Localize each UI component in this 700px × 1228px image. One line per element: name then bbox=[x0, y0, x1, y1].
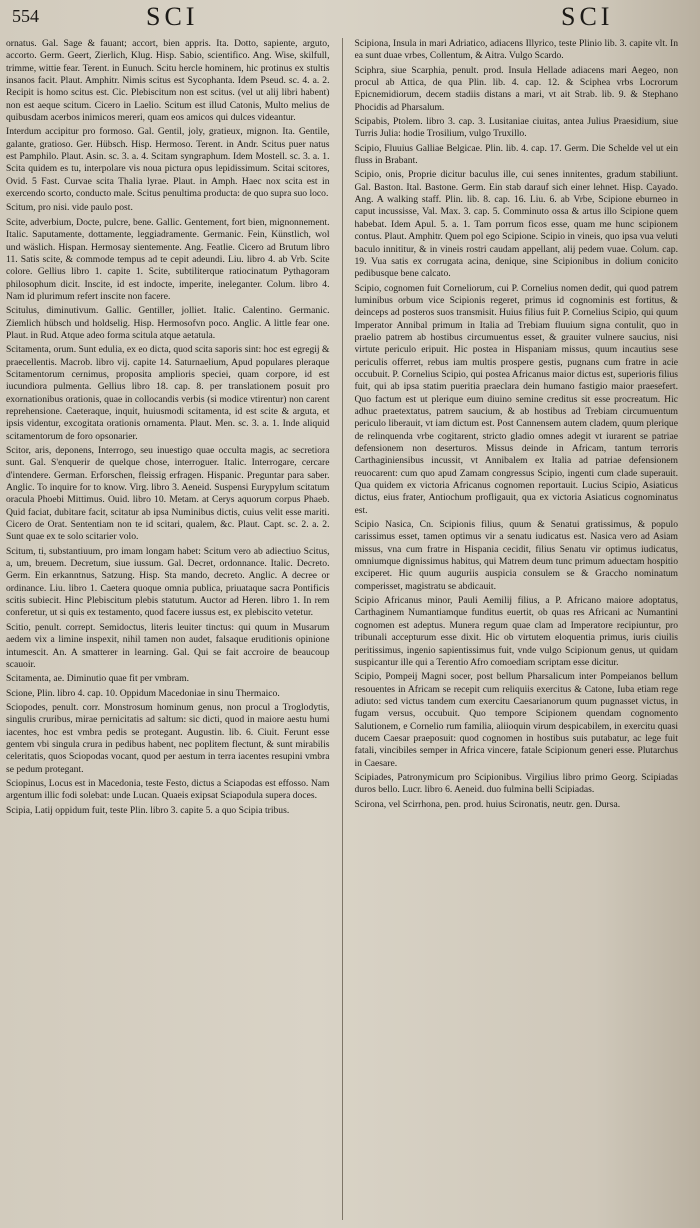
column-divider bbox=[342, 38, 343, 1220]
entry-scitor: Scitor, aris, deponens, Interrogo, seu inuestigo quae occulta magis, ac secretiora sunt. Gal. S'enquerir de quelque chose, interroguer. Italic. Interrogare, cercare d'intendere. German. Erforschen, fleissig erfragen. Hispanic. Preguntar para saber. Anglic. To inquire for to know. Virg. libro 3. Aeneid. Suspensi Eurypylum scitatum oracula Phoebi Mittimus. Ouid. libro 10. Metam. at Cerys aquorum corpus Phaeb. Quid faciat, dubitare facit, scitatur ab ipsa Numinibus dictis, cuius velit esse mariti. Cicero de Orat. Sententiam non te id scitari, qualem, &c. Plaut. Capt. sc. 2. a. 2. Sunt quae ex te solo scitarier volo. bbox=[6, 445, 330, 543]
entry-sciopinus: Sciopinus, Locus est in Macedonia, teste Festo, dictus a Sciapodas est effosso. Nam argentum illic fodi solebat: unde Lucan. Quaeis exipsat Sciapodula supera doces. bbox=[6, 777, 330, 802]
entry-scione: Scione, Plin. libro 4. cap. 10. Oppidum Macedoniae in sinu Thermaico. bbox=[6, 687, 280, 699]
entry-scipio-nasica: Scipio Nasica, Cn. Scipionis filius, quum & Senatui gratissimus, & populo carissimus esset, tamen optimus vir a senatu iudicatus est. Nasica vero ad Asiam missus, vna cum fratre in Hispania cecidit, filius Senatu vir optimus iudicatus, omniumque dignissimus habitus, qui Matrem deum tunc primum aduectam hospitio exciperet. Hic quum auguriis auspicia consulem se & Graccho nominatum comperisset, magistratu se abdicauit. bbox=[354, 519, 678, 592]
running-headword-right: SCI bbox=[561, 2, 614, 31]
left-column bbox=[6, 38, 330, 1220]
right-column bbox=[355, 38, 679, 1220]
page-number: 554 bbox=[12, 6, 39, 26]
entry-sciphra: Sciphra, siue Scarphia, penult. prod. Insula Hellade adiacens mari Aegeo, non procul ab Attica, de qua Plin. lib. 4. cap. 12. & Sciphea vrbs Locrorum Epicnemidiorum, decem stadiis distans a mari, vt ait Strab. lib. 9. & Stephano Phocidis ad Pharsalum. bbox=[354, 64, 678, 113]
entry-scipio-fluuius: Scipio, Fluuius Galliae Belgicae. Plin. lib. 4. cap. 17. Germ. Die Schelde vel ut ein fluss in Brabant. bbox=[354, 142, 678, 167]
entry-scipiades: Scipiades, Patronymicum pro Scipionibus. Virgilius libro primo Georg. Scipiadas duros bello. Lucr. libro 6. Aeneid. duo fulmina belli Scipiadas. bbox=[354, 771, 678, 796]
entry-scipia: Scipia, Latij oppidum fuit, teste Plin. libro 3. capite 5. a quo Scipia tribus. bbox=[6, 804, 290, 816]
two-column-text bbox=[6, 38, 678, 1220]
entry-scipio-baculus: Scipio, onis, Proprie dicitur baculus ille, cui senes innitentes, gradum stabiliunt. Gal. Baston. Ital. Bastone. Germ. Ein stab darauf sich einer lehnet. Hisp. Cayado. Ang. A walking staff. Plin. lib. 8. cap. 16. Liu. 6. ab Vrbe, Scipione eburneo in caput incussisse, Val. Max. 3. cap. 5. Comminuto ossa & artus illo Scipione quem habebat. Idem Apul. 5. a. 1. Tam porrum ficos esse, quam me hunc scipionem contus. Plaut. Amphitr. Quem pol ego Scipione. Scipio in vineis, quo ipsa vua veluti baculo innititur, & in vineis rostri caudam appellant, alij pedem vuae. Colum. cap. 19. Vua satis ex corrugata acina, denique, sine Scipionibus in dolium conicito pedibusque bene calcato. bbox=[354, 169, 678, 280]
entry-scipio-cognomen: Scipio, cognomen fuit Corneliorum, cui P. Cornelius nomen dedit, qui quod patrem luminibus orbum vice Scipionis regeret, primus id cognominis est fortitus, & deinceps ad posteros suos transmisit. Huius filius fuit P. Cornelius Scipio, qui quum Imperator Annibal primum in Italia ad Trebiam fluuium signa contulit, quo in praelio patrem ab hostibus circumuentus esset, & grauiter vulnere saucius, nisi virtute periculo eripuit. Hic postea in Hispaniam missus, quum incautius sese periculis offerret, rebus iam multis prospere gestis, pugnans cum fratre in acie occubuit. P. Cornelius Scipio, qui postea Africanus maior dictus est, superioris filius fuit, qui ab ipsa statim pueritia praeclara dein humano fastigio maior praesefert. Quo factum est ut plerique eum diuino semine creditus sit esse procreatum. Hic adhuc praetextatus, patrem saucium, & ab hostibus ad Trebiam circumuentum periculo liberauit, vt iam dictum est. Post Cannensem autem cladem, quum plerique de relinquenda vrbe cogitarent, stricto gladio omnes adegit vt iurarent se patriae defensionem non deserturos. Missus deinde in Africam, tantum terroris Carthaginiensibus incussit, vt Annibalem ex Italia ad patriae defensionem reuocarent: cum quo apud Zamam congressus Scipio, ingenti cum clade superauit. Qua quidem ex victoria Africanus cognomen reportauit. Lucius Scipio, Asiaticus dictus, eius frater, Antiochum profligauit, qua ex victoria Asiaticus cognominatus est. bbox=[354, 282, 678, 516]
running-headword-left: SCI bbox=[146, 2, 199, 31]
entry-scitulus: Scitulus, diminutivum. Gallic. Gentiller, jolliet. Italic. Calentino. Germanic. Ziemlich hübsch und holdselig. Hisp. Hermosofvn poco. Anglic. A little fear one. Plaut. in Rud. Atque adeo forma scitula atque aetatula. bbox=[6, 305, 330, 341]
entry-scipio-pompeij: Scipio, Pompeij Magni socer, post bellum Pharsalicum inter Pompeianos bellum resouentes in Africam se recepit cum reliquiis exercitus & Catone, Iuba etiam rege adiuto: sed victus tandem cum exercitu Caesarianorum quum pugnasset victus, in fugam versus, occubuit. Quo tempore Scipionem quendam cognomento Salutionem, e Cornelio rum familia, aliioquin virum despicabilem, in exercitu quasi ducem Caesar praeposuit: quod cognomen in hostibus suis putabatur, ac lege fuit fatali, vincibiles semper in Africa vincere, fatale Scipionum generi esse. Plutarchus in Caesare. bbox=[354, 671, 678, 769]
entry-scitus: ornatus. Gal. Sage & fauant; accort, bien appris. Ita. Dotto, sapiente, arguto, accorto. Germ. Geert, Zierlich, Klug. Hisp. Sabio, scientifico. Ang. Wise, skilfull, trimme, wittie fear. Terent. in Eunuch. Scitu hercle hominem, hic protinus ex stultis insanos facit. Plaut. Amphitr. Nimis scitus est Sycophanta. Idem Pseud. sc. 4. a. 2. Recipit is homo scitus est. Cic. Plebiscitum non est scitus. (vel ut alij libri habent) non est aeque scitum. Cicero in Laelio. Scitum est illud Catonis, Multo melius de quibusdam acerbos inimicos mereri, quam eos amicos qui dulces videantur. bbox=[6, 38, 330, 124]
entry-scite: Scite, adverbium, Docte, pulcre, bene. Gallic. Gentement, fort bien, mignonnement. Italic. Saputamente, dottamente, leggiadramente. Germanic. Fein, Künstlich, wol und wäslich. Hispan. Hermosay sientemente. Ang. Featlie. Cicero ad Brutum libro 11. Satis scite, & commode tempus ad te cepit adeundi. Liu. libro 4. ab Vrb. Scite colore. Gellius libro 1. capite 1. Scite, subtiliterque ratiocinatum Pythagoram philosophum dicit. Inscite, id est indocte, imperite, ineleganter. Colum. libro 4. Nam id plurimum refert inscite non facere. bbox=[6, 216, 330, 302]
entry-scitum: Scitum, ti, substantiuum, pro imam longam habet: Scitum vero ab adiectiuo Scitus, a, um, breuem. Decretum, siue iussum. Gal. Decret, ordonnance. Italic. Decreto. Germ. Ein erkanntnus, Satzung. Hisp. Sta mando, decreto. Anglic. A decree or ordinance. Liu. libro 1. Caetera quoque omnia publica, priuataque sacra Pontificis scitis subiecit. Hinc Plebiscitum plebis statutum. Auctor ad Heren. libro 1. In rem conferetur, ut si quis ex testamento, quod facere iussus est, ex plebiscito vetetur. bbox=[6, 545, 330, 619]
entry-sciopodes: Sciopodes, penult. corr. Monstrosum hominum genus, non procul a Troglodytis, singulis cruribus, mirae pernicitatis ad saltum: sic dicti, quod in maiore aestu humi iacentes, hoc est vmbra pedis se protegant. Augustin. lib. 6. Ciuit. Ferunt esse gentem vbi singula crura in pedibus habent, nec poplitem flectunt, & sunt mirabilis celeritatis, quos Sciopodas vocant, quod per aestum in terra iacentes resupini vmbra se pedum protegant. bbox=[6, 701, 330, 775]
entry-scitamenta: Scitamenta, orum. Sunt edulia, ex eo dicta, quod scita saporis sint: hoc est egregij & praecellentis. Macrob. libro vij. capite 14. Saturnaelium, Apud populares pleraque Scitamentorum cernimus, proposita amplioris speciei, quam corpore, id est iucundiora pulmenta. Gellius libro 18. cap. 8. per translationem posuit pro exornationibus orationis, quae in collocandis verbis (si modice vtirentur) non carent reprehensione. Caeteraque, inquit, huiusmodi scitamenta, id est scite & arguta, et ipsis videntur, excogitata orationis ornamenta. Plaut. Men. sc. 3. a. 1. Inde aliquid scitamentorum de foro opsonarier. bbox=[6, 344, 330, 442]
entry-scitamenta-dim: Scitamenta, ae. Diminutio quae fit per vmbram. bbox=[6, 673, 190, 685]
entry-scitio: Scitio, penult. corrept. Semidoctus, literis leuiter tinctus: qui quum in Musarum aedem vix a limine inspexit, nihil tamen non audet, falsaque eruditionis opinione intumescit. An. A smatterer in learning. Gal. Qui se fait accroire de beaucoup scauoir. bbox=[6, 621, 330, 670]
entry-scitus-formoso: Interdum accipitur pro formoso. Gal. Gentil, joly, gratieux, mignon. Ita. Gentile, galante, gratioso. Ger. Hübsch. Hisp. Hermoso. Terent. in Andr. Scitus puer natus est Pamphilo. Plaut. Asin. sc. 3. a. 4. Scitam syngraphum. Idem Mostell. sc. 3. a. 1. Scita quidem es tu, interpolare vis noua pictura opus lepidissimum. Scitai scitores, Ovid. 5 Fast. Curvae scita Thalia lyrae. Plaut. in Amph. Haec nox scita est in exercendo scorto, conducto male. Scitus penultima producta: de quo supra suo loco. bbox=[6, 126, 330, 200]
entry-scipio-africanus-minor: Scipio Africanus minor, Pauli Aemilij filius, a P. Africano maiore adoptatus, Carthaginem Numantiamque funditus euertit, ob quas res Africani ac Numantini cognomen est adeptus. Munera regum quae clam ad Imperatore recipiuntur, pro tribunali accepturum esse dixit. Hic ob virtutem eloquentia primus, iuris ciuilis peritissimus, ingenio sapientissimus fuit, vnde vulgo Scipionum genus, ut quidam suspicantur ille qui a Terentio Afro comoediam scriptam esse dicitur. bbox=[354, 595, 678, 668]
entry-scitum-pro: Scitum, pro nisi. vide paulo post. bbox=[6, 202, 133, 214]
entry-scipabis: Scipabis, Ptolem. libro 3. cap. 3. Lusitaniae ciuitas, antea Julius Praesidium, siue Turris Julia: hodie Trosilium, vulgo Truxillo. bbox=[354, 116, 678, 140]
entry-scipiona: Scipiona, Insula in mari Adriatico, adiacens Illyrico, teste Plinio lib. 3. capite vlt. In ea sunt duae vrbes, Collentum, & Aitra. Vulgo Scardo. bbox=[354, 38, 678, 62]
page-header bbox=[6, 0, 680, 40]
entry-scirona: Scirona, vel Scirrhona, pen. prod. huius Scironatis, neutr. gen. Dursa. bbox=[354, 798, 621, 810]
